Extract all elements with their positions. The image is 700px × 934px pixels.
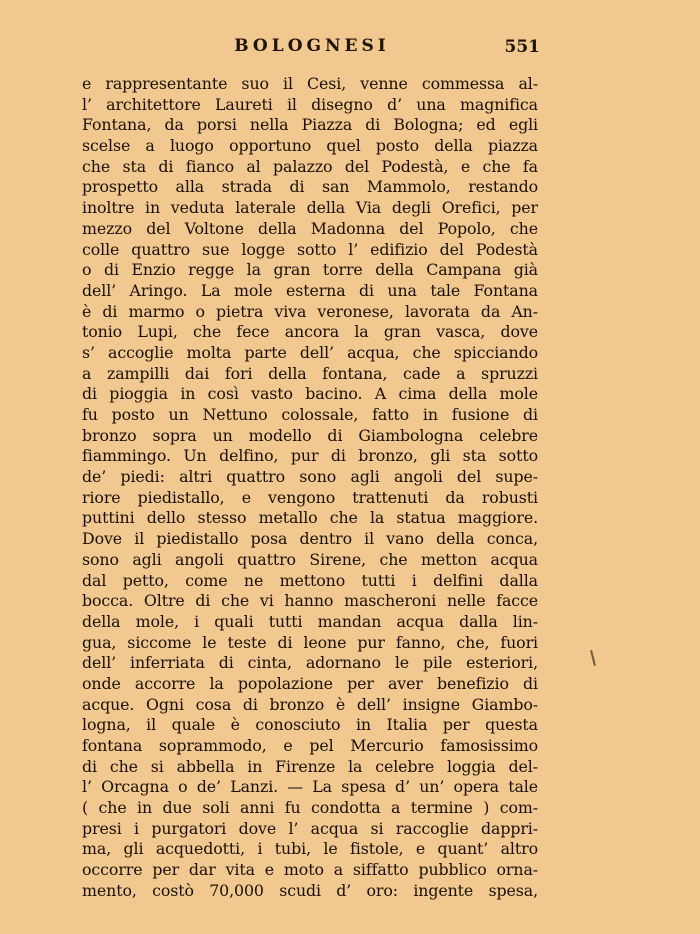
text-line: della mole, i quali tutti mandan acqua dalla lin- bbox=[82, 611, 538, 631]
text-line: tonio Lupi, che fece ancora la gran vasca, dove bbox=[82, 322, 538, 342]
margin-ink-mark bbox=[590, 650, 596, 666]
text-line: di che si abbella in Firenze la celebre loggia del- bbox=[82, 756, 538, 776]
text-line: Fontana, da porsi nella Piazza di Bologna; ed egli bbox=[82, 115, 538, 135]
text-line: puttini dello stesso metallo che la statua maggiore. bbox=[82, 508, 538, 528]
text-line: che sta di fianco al palazzo del Podestà, e che fa bbox=[82, 156, 538, 176]
body-text bbox=[82, 74, 538, 902]
text-line: inoltre in veduta laterale della Via degli Orefici, per bbox=[82, 198, 538, 218]
text-line: presi i purgatori dove l’ acqua si raccoglie dappri- bbox=[82, 818, 538, 838]
running-head bbox=[82, 36, 542, 62]
text-line: Dove il piedistallo posa dentro il vano della conca, bbox=[82, 529, 538, 549]
text-line: s’ accoglie molta parte dell’ acqua, che spicciando bbox=[82, 342, 538, 362]
text-line: bronzo sopra un modello di Giambologna celebre bbox=[82, 425, 538, 445]
text-line: di pioggia in così vasto bacino. A cima della mole bbox=[82, 384, 538, 404]
running-title: BOLOGNESI bbox=[234, 36, 390, 56]
text-line: a zampilli dai fori della fontana, cade a spruzzi bbox=[82, 363, 538, 383]
text-line: riore piedistallo, e vengono trattenuti da robusti bbox=[82, 487, 538, 507]
page-number: 551 bbox=[504, 37, 540, 57]
text-line: acque. Ogni cosa di bronzo è dell’ insigne Giambo- bbox=[82, 694, 538, 714]
text-line: occorre per dar vita e moto a siffatto pubblico orna- bbox=[82, 860, 538, 880]
text-line: colle quattro sue logge sotto l’ edifizio del Podestà bbox=[82, 239, 538, 259]
text-line: mezzo del Voltone della Madonna del Popolo, che bbox=[82, 218, 538, 238]
text-line: dell’ inferriata di cinta, adornano le pile esteriori, bbox=[82, 653, 538, 673]
text-line: prospetto alla strada di san Mammolo, restando bbox=[82, 177, 538, 197]
text-line: dal petto, come ne mettono tutti i delfini dalla bbox=[82, 570, 538, 590]
text-line: sono agli angoli quattro Sirene, che metton acqua bbox=[82, 549, 538, 569]
text-line: l’ Orcagna o de’ Lanzi. — La spesa d’ un’ opera tale bbox=[82, 777, 538, 797]
text-line: fu posto un Nettuno colossale, fatto in fusione di bbox=[82, 405, 538, 424]
text-line: fiammingo. Un delfino, pur di bronzo, gli sta sotto bbox=[82, 446, 538, 466]
text-line: scelse a luogo opportuno quel posto della piazza bbox=[82, 136, 538, 156]
text-line: fontana soprammodo, e pel Mercurio famosissimo bbox=[82, 736, 538, 755]
text-line: mento, costò 70,000 scudi d’ oro: ingente spesa, bbox=[82, 880, 538, 900]
text-line: ma, gli acquedotti, i tubi, le fistole, e quant’ altro bbox=[82, 839, 538, 859]
text-line: bocca. Oltre di che vi hanno mascheroni nelle facce bbox=[82, 591, 538, 611]
text-line: logna, il quale è conosciuto in Italia per questa bbox=[82, 715, 538, 735]
text-line: e rappresentante suo il Cesi, venne commessa al- bbox=[82, 74, 538, 93]
text-line: o di Enzio regge la gran torre della Campana già bbox=[82, 260, 538, 280]
text-line: de’ piedi: altri quattro sono agli angoli del supe- bbox=[82, 467, 538, 487]
text-line: dell’ Aringo. La mole esterna di una tale Fontana bbox=[82, 280, 538, 300]
text-line: l’ architettore Laureti il disegno d’ una magnifica bbox=[82, 94, 538, 114]
text-line: gua, siccome le teste di leone pur fanno, che, fuori bbox=[82, 632, 538, 652]
text-line: ( che in due soli anni fu condotta a termine ) com- bbox=[82, 798, 538, 818]
text-line: onde accorre la popolazione per aver benefizio di bbox=[82, 673, 538, 693]
text-line: è di marmo o pietra viva veronese, lavorata da An- bbox=[82, 301, 538, 321]
